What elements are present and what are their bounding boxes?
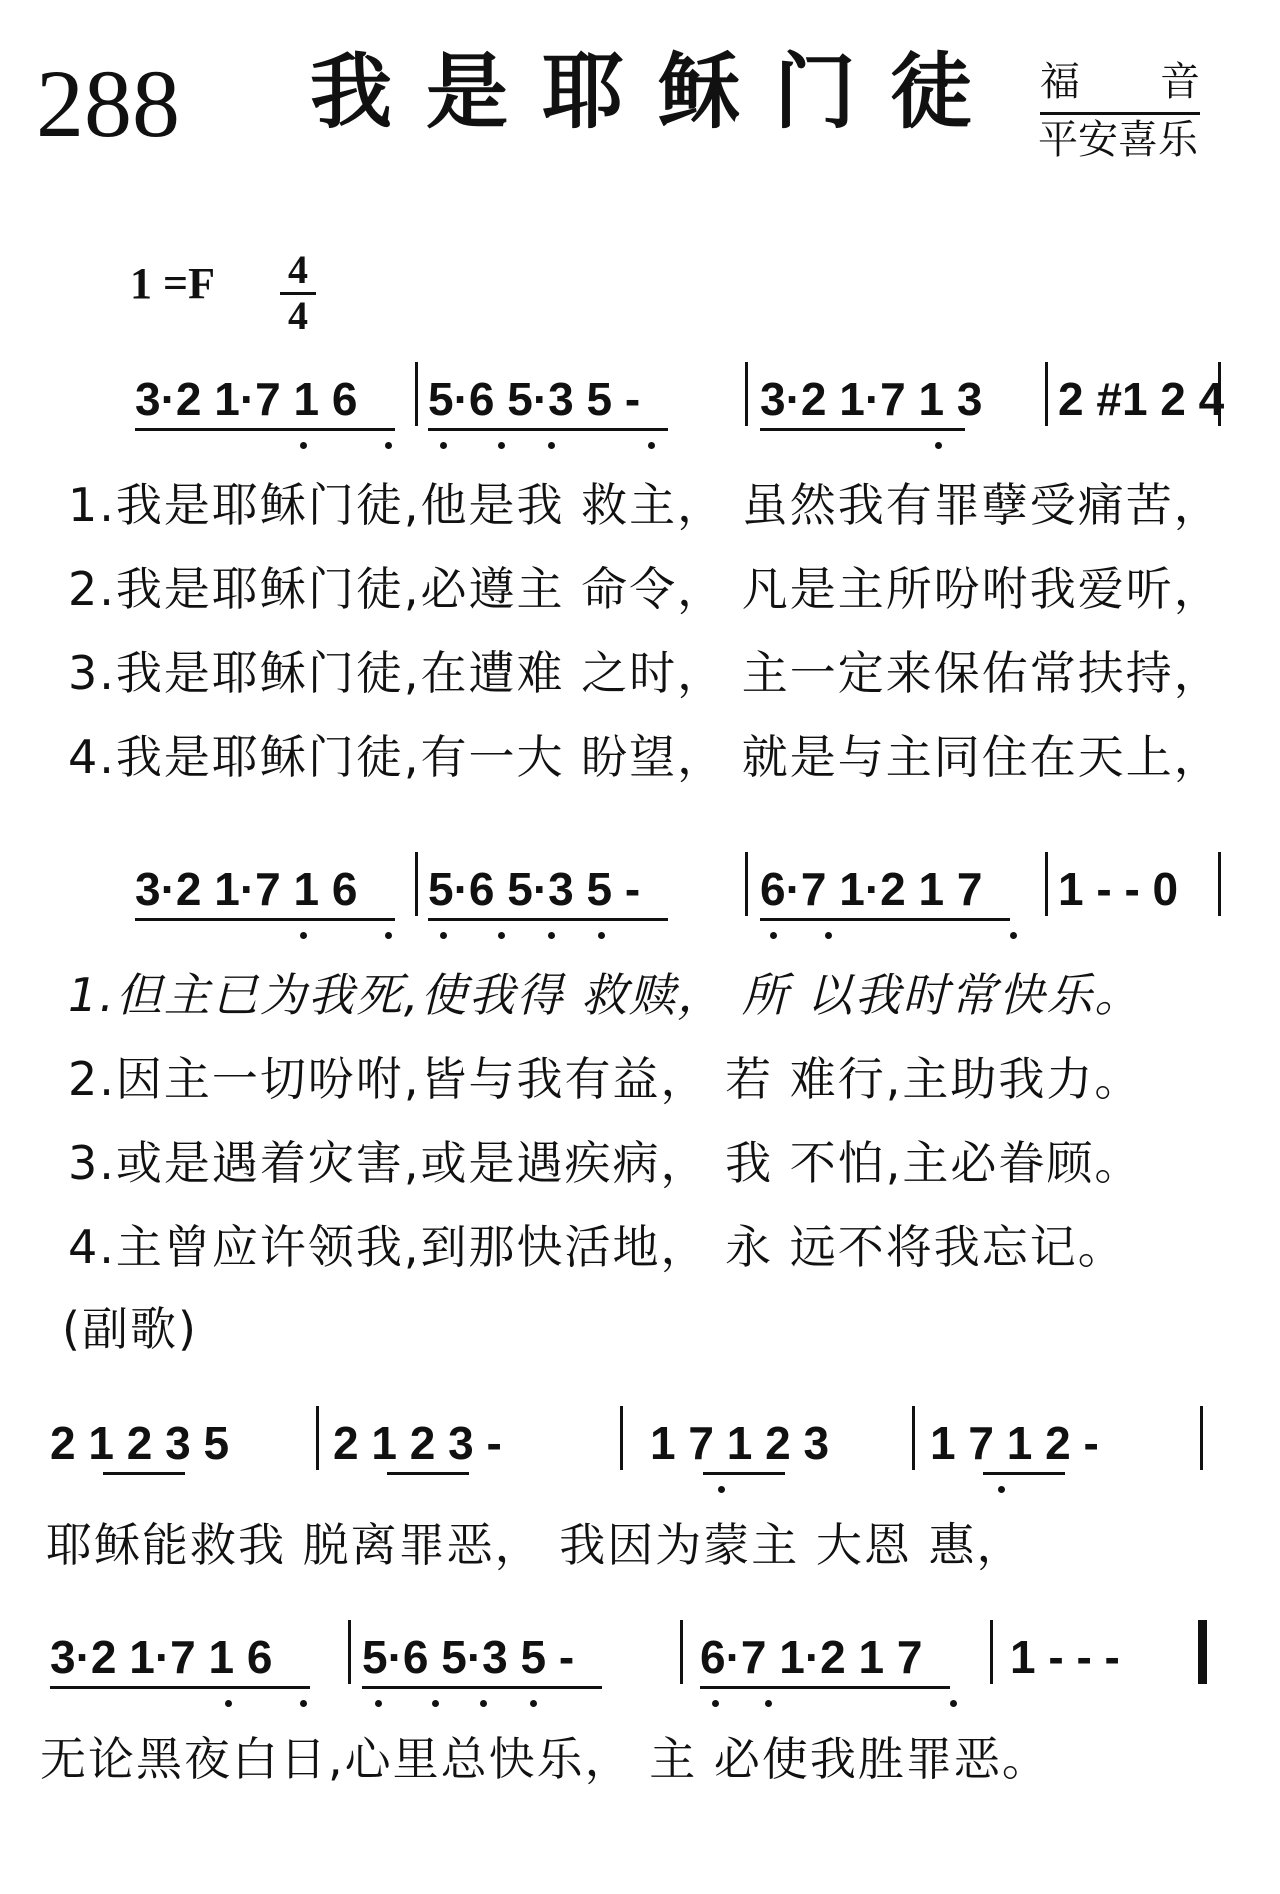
low-octave-dot — [225, 1700, 232, 1707]
bar-line — [1218, 362, 1221, 426]
bar-line — [620, 1406, 623, 1470]
beam — [135, 918, 395, 921]
measure: 5·6 5·3 5 - — [428, 863, 641, 915]
verse-3-line-a: 3.我是耶稣门徒,在遭难 之时， 主一定来保佑常扶持， — [68, 646, 1222, 700]
beam — [703, 1472, 785, 1475]
low-octave-dot — [385, 932, 392, 939]
low-octave-dot — [300, 442, 307, 449]
beam — [700, 1686, 950, 1689]
measure: 5·6 5·3 5 - — [428, 373, 641, 425]
bar-line — [1045, 362, 1048, 426]
bar-line — [316, 1406, 319, 1470]
chorus-label: (副歌) — [62, 1302, 198, 1356]
low-octave-dot — [770, 932, 777, 939]
low-octave-dot — [825, 932, 832, 939]
beam — [428, 428, 668, 431]
bar-line — [990, 1620, 993, 1684]
source-credit-top — [1040, 59, 1200, 105]
beam — [387, 1472, 469, 1475]
source-char-left: 福 — [1040, 59, 1080, 105]
low-octave-dot — [712, 1700, 719, 1707]
key-signature: 1 =F — [130, 259, 215, 308]
time-signature-bottom: 4 — [288, 293, 308, 338]
low-octave-dot — [300, 932, 307, 939]
measure: 5·6 5·3 5 - — [362, 1631, 575, 1683]
low-octave-dot — [440, 932, 447, 939]
verse-2-line-a: 2.我是耶稣门徒,必遵主 命令， 凡是主所吩咐我爱听， — [68, 562, 1222, 616]
low-octave-dot — [530, 1700, 537, 1707]
low-octave-dot — [300, 1700, 307, 1707]
bar-line — [912, 1406, 915, 1470]
final-bar-line — [1198, 1620, 1207, 1684]
measure: 6·7 1·2 1 7 — [700, 1631, 923, 1683]
chorus-lyric-2: 无论黑夜白日,心里总快乐， 主 必使我胜罪恶。 — [40, 1732, 1050, 1786]
low-octave-dot — [440, 442, 447, 449]
beam — [50, 1686, 310, 1689]
bar-line — [1218, 852, 1221, 916]
measure: 6·7 1·2 1 7 — [760, 863, 983, 915]
low-octave-dot — [548, 442, 555, 449]
measure: 3·2 1·7 1 6 — [135, 863, 358, 915]
verse-1-line-b: 1.但主已为我死,使我得 救赎， 所 以我时常快乐。 — [68, 968, 1143, 1022]
measure: 1 - - - — [1010, 1631, 1120, 1683]
low-octave-dot — [498, 442, 505, 449]
verse-3-line-b: 3.或是遇着灾害,或是遇疾病， 我 不怕,主必眷顾。 — [68, 1136, 1143, 1190]
low-octave-dot — [598, 932, 605, 939]
measure: 1 - - 0 — [1058, 863, 1179, 915]
beam — [362, 1686, 602, 1689]
verse-2-line-b: 2.因主一切吩咐,皆与我有益， 若 难行,主助我力。 — [68, 1052, 1143, 1106]
measure: 1 7 1 2 - — [930, 1417, 1099, 1469]
source-divider — [1040, 112, 1200, 115]
hymn-title: 我是耶稣门徒 — [310, 45, 1007, 140]
verse-4-line-a: 4.我是耶稣门徒,有一大 盼望， 就是与主同住在天上， — [68, 730, 1222, 784]
bar-line — [415, 852, 418, 916]
bar-line — [1200, 1406, 1203, 1470]
measure: 2 1 2 3 5 — [50, 1417, 230, 1469]
measure: 3·2 1·7 1 3 — [760, 373, 983, 425]
low-octave-dot — [375, 1700, 382, 1707]
low-octave-dot — [765, 1700, 772, 1707]
low-octave-dot — [718, 1486, 725, 1493]
bar-line — [745, 362, 748, 426]
bar-line — [348, 1620, 351, 1684]
low-octave-dot — [998, 1486, 1005, 1493]
low-octave-dot — [385, 442, 392, 449]
measure: 3·2 1·7 1 6 — [50, 1631, 273, 1683]
measure: 2 1 2 3 - — [333, 1417, 502, 1469]
bar-line — [680, 1620, 683, 1684]
time-signature-top: 4 — [288, 247, 308, 292]
beam — [103, 1472, 185, 1475]
low-octave-dot — [498, 932, 505, 939]
low-octave-dot — [548, 932, 555, 939]
low-octave-dot — [935, 442, 942, 449]
bar-line — [1045, 852, 1048, 916]
bar-line — [415, 362, 418, 426]
beam — [428, 918, 668, 921]
low-octave-dot — [432, 1700, 439, 1707]
verse-4-line-b: 4.主曾应许领我,到那快活地， 永 远不将我忘记。 — [68, 1220, 1126, 1274]
hymn-number: 288 — [36, 50, 180, 157]
beam — [983, 1472, 1065, 1475]
bar-line — [745, 852, 748, 916]
measure: 3·2 1·7 1 6 — [135, 373, 358, 425]
beam — [135, 428, 395, 431]
low-octave-dot — [480, 1700, 487, 1707]
low-octave-dot — [950, 1700, 957, 1707]
source-char-right: 音 — [1160, 59, 1200, 105]
measure: 1 7 1 2 3 — [650, 1417, 830, 1469]
low-octave-dot — [648, 442, 655, 449]
measure: 2 #1 2 4 — [1058, 373, 1225, 425]
beam — [760, 918, 1010, 921]
beam — [760, 428, 965, 431]
low-octave-dot — [1010, 932, 1017, 939]
verse-1-line-a: 1.我是耶稣门徒,他是我 救主， 虽然我有罪孽受痛苦， — [68, 478, 1222, 532]
chorus-lyric-1: 耶稣能救我 脱离罪恶， 我因为蒙主 大恩 惠， — [46, 1518, 1025, 1572]
source-credit-bottom: 平安喜乐 — [1038, 117, 1198, 163]
